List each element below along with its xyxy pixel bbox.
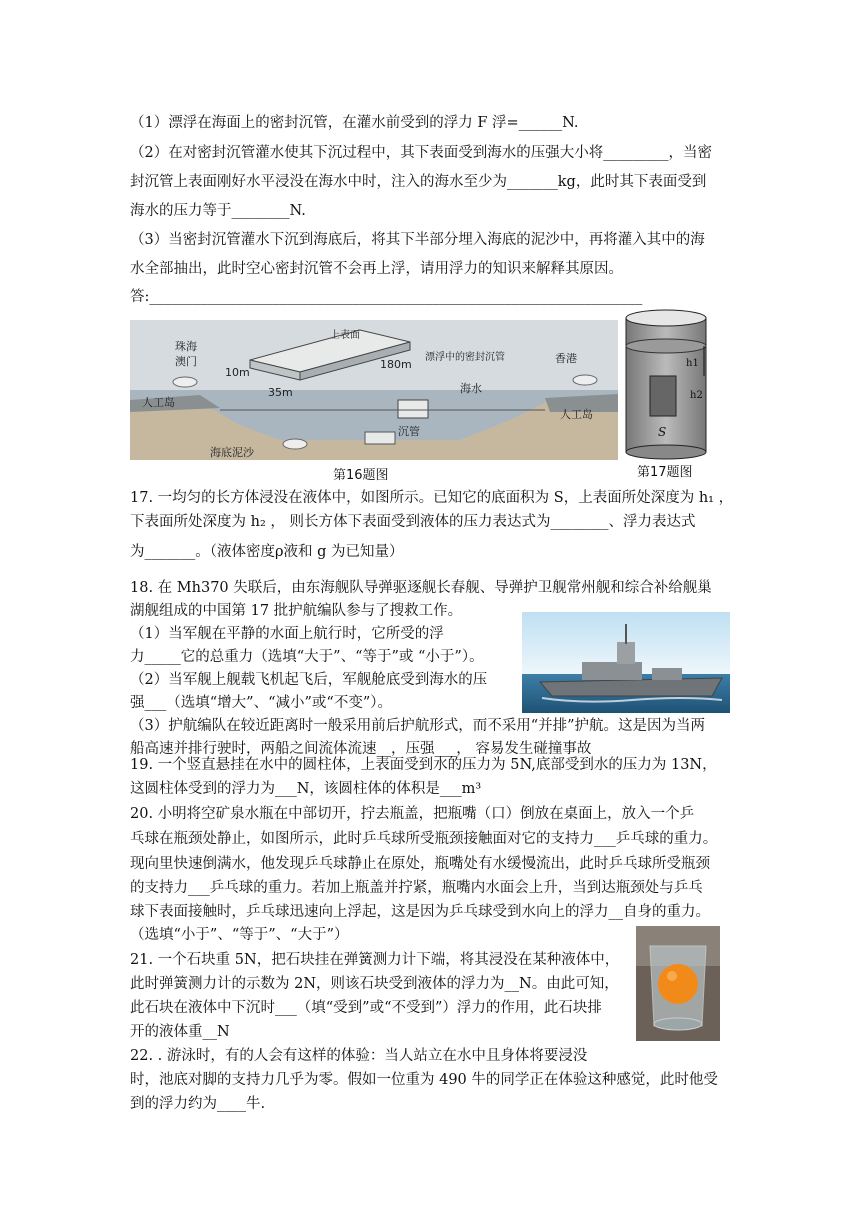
fig16-label-sea: 海水 bbox=[460, 382, 482, 395]
bottle-pingpong-photo bbox=[636, 926, 720, 1041]
fig16-label-hongkong: 香港 bbox=[555, 352, 577, 365]
q16-line-3: 封沉管上表面刚好水平浸没在海水中时，注入的海水至少为_______kg，此时其下表面受到 bbox=[130, 174, 707, 190]
fig16-label-seabed: 海底泥沙 bbox=[210, 446, 254, 459]
q18-line-4: 力_____它的总重力（选填“大于”、“等于”或 “小于”）。 bbox=[130, 649, 484, 665]
q21-line-3: 此石块在液体中下沉时___（填“受到”或“不受到”）浮力的作用，此石块排 bbox=[130, 1000, 602, 1016]
figure-17-caption: 第17题图 bbox=[637, 465, 693, 480]
q22-line-1: 22. . 游泳时，有的人会有这样的体验：当人站立在水中且身体将要浸没 bbox=[130, 1048, 588, 1064]
warship-photo bbox=[522, 612, 730, 713]
fig16-label-macau: 澳门 bbox=[175, 355, 197, 368]
fig16-label-35m: 35m bbox=[268, 386, 293, 399]
q16-line-2: （2）在对密封沉管灌水使其下沉过程中，其下表面受到海水的压强大小将_________，当密 bbox=[130, 145, 712, 161]
q21-line-2: 此时弹簧测力计的示数为 2N，则该石块受到液体的浮力为__N。由此可知， bbox=[130, 976, 619, 992]
q18-line-6: 强___（选填“增大”、“减小”或“不变”）。 bbox=[130, 695, 392, 711]
fig16-label-tube: 沉管 bbox=[398, 425, 420, 438]
fig16-label-floating-tube: 漂浮中的密封沉管 bbox=[425, 352, 505, 363]
q21-line-4: 开的液体重__N bbox=[130, 1024, 230, 1040]
q18-line-7: （3）护航编队在较近距离时一般采用前后护航形式，而不采用“并排”护航。这是因为当两 bbox=[130, 718, 706, 734]
fig16-label-island-right: 人工岛 bbox=[560, 408, 593, 421]
q20-line-5: 球下表面接触时，乒乓球迅速向上浮起，这是因为乒乓球受到水向上的浮力__自身的重力。 bbox=[130, 904, 710, 920]
figure-16-caption: 第16题图 bbox=[333, 468, 389, 483]
q18-line-2: 湖舰组成的中国第 17 批护航编队参与了搜救工作。 bbox=[130, 603, 463, 619]
fig17-label-h1: h1 bbox=[686, 358, 699, 369]
fig16-label-zhuhai: 珠海 bbox=[175, 340, 197, 353]
q16-line-1: （1）漂浮在海面上的密封沉管，在灌水前受到的浮力 F 浮=______N. bbox=[130, 115, 579, 131]
q16-answer-line: 答:____________________________________________________________________ bbox=[130, 289, 643, 305]
q18-line-1: 18. 在 Mh370 失联后，由东海舰队导弹驱逐舰长春舰、导弹护卫舰常州舰和综合补给舰巢 bbox=[130, 580, 712, 596]
q20-line-4: 的支持力___乒乓球的重力。若加上瓶盖并拧紧，瓶嘴内水面会上升，当到达瓶颈处与乒乓 bbox=[130, 880, 703, 896]
fig16-label-island-left: 人工岛 bbox=[142, 396, 175, 409]
fig16-label-10m: 10m bbox=[225, 366, 250, 379]
q19-line-2: 这圆柱体受到的浮力为___N，该圆柱体的体积是___m³ bbox=[130, 781, 482, 797]
figure-16-immersed-tube-tunnel bbox=[130, 320, 618, 460]
q22-line-3: 到的浮力约为____牛. bbox=[130, 1096, 266, 1112]
q20-line-2: 乓球在瓶颈处静止，如图所示，此时乒乓球所受瓶颈接触面对它的支持力___乒乓球的重力。 bbox=[130, 831, 718, 847]
q22-line-2: 时，池底对脚的支持力几乎为零。假如一位重为 490 牛的同学正在体验这种感觉，此时他受 bbox=[130, 1072, 718, 1088]
q17-line-1: 17. 一均匀的长方体浸没在液体中，如图所示。已知它的底面积为 S，上表面所处深度为 h₁ ， bbox=[130, 490, 734, 506]
q19-line-1: 19. 一个竖直悬挂在水中的圆柱体，上表面受到水的压力为 5N,底部受到水的压力为 13N， bbox=[130, 757, 717, 773]
q18-line-5: （2）当军舰上舰载飞机起飞后，军舰舱底受到海水的压 bbox=[130, 672, 488, 688]
q20-line-3: 现向里快速倒满水，他发现乒乓球静止在原处，瓶嘴处有水缓慢流出，此时乒乓球所受瓶颈 bbox=[130, 856, 710, 872]
q16-line-4: 海水的压力等于________N. bbox=[130, 203, 306, 219]
q18-line-8: 船高速并排行驶时，两船之间流体流速__，压强___， 容易发生碰撞事故 bbox=[130, 741, 592, 757]
q16-line-5: （3）当密封沉管灌水下沉到海底后，将其下半部分埋入海底的泥沙中，再将灌入其中的海 bbox=[130, 232, 705, 248]
q21-line-1: 21. 一个石块重 5N，把石块挂在弹簧测力计下端，将其浸没在某种液体中， bbox=[130, 952, 620, 968]
figure-17-cylinder-container bbox=[624, 308, 708, 460]
fig16-label-top-surface: 上表面 bbox=[330, 330, 360, 341]
q17-line-2: 下表面所处深度为 h₂ ， 则长方体下表面受到液体的压力表达式为________、浮力表达式 bbox=[130, 514, 696, 530]
fig16-label-180m: 180m bbox=[380, 358, 412, 371]
q20-line-1: 20. 小明将空矿泉水瓶在中部切开，拧去瓶盖，把瓶嘴（口）倒放在桌面上，放入一个乒 bbox=[130, 806, 695, 822]
q16-line-6: 水全部抽出，此时空心密封沉管不会再上浮，请用浮力的知识来解释其原因。 bbox=[130, 261, 623, 277]
fig17-label-h2: h2 bbox=[690, 390, 703, 401]
q18-line-3: （1）当军舰在平静的水面上航行时，它所受的浮 bbox=[130, 626, 444, 642]
fig17-label-s: S bbox=[658, 425, 667, 439]
q20-line-6: （选填“小于”、“等于”、“大于”） bbox=[130, 927, 349, 943]
q17-line-3: 为_______。（液体密度ρ液和 g 为已知量） bbox=[130, 544, 404, 560]
